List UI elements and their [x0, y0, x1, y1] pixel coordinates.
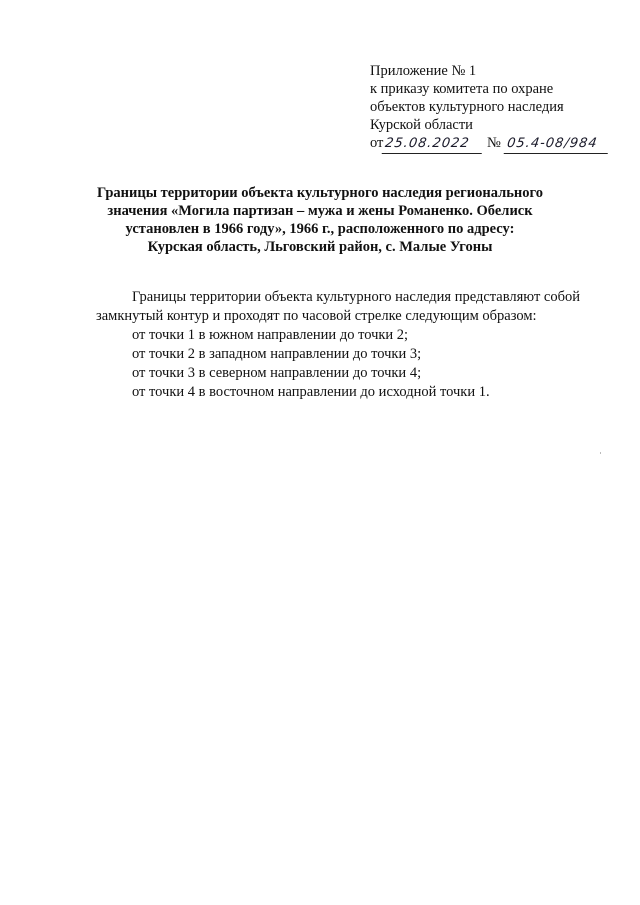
- handwritten-date: 25.08.2022: [382, 135, 485, 154]
- title-line-2: значения «Могила партизан – мужа и жены Романенко. Обелиск: [107, 203, 533, 219]
- boundary-item: от точки 4 в восточном направлении до исходной точки 1.: [132, 384, 490, 400]
- boundary-item: от точки 3 в северном направлении до точки 4;: [132, 365, 422, 381]
- appendix-number: Приложение № 1: [370, 63, 477, 79]
- title-line-3: установлен в 1966 году», 1966 г., расположенного по адресу:: [125, 221, 515, 237]
- appendix-committee: объектов культурного наследия: [370, 99, 564, 115]
- appendix-block: [370, 62, 620, 154]
- boundary-item: от точки 2 в западном направлении до точки 3;: [132, 346, 422, 362]
- date-prefix: от: [370, 135, 384, 151]
- appendix-order-ref: к приказу комитета по охране: [370, 81, 554, 97]
- appendix-date-number-line: [370, 134, 620, 154]
- appendix-region: Курской области: [370, 117, 473, 133]
- scan-artifact: [600, 452, 601, 454]
- boundary-item: от точки 1 в южном направлении до точки 2;: [132, 327, 409, 343]
- number-sign: №: [487, 135, 501, 151]
- title-line-4: Курская область, Льговский район, с. Малые Угоны: [147, 239, 493, 255]
- title-line-1: Границы территории объекта культурного наследия регионального: [97, 185, 543, 201]
- document-title: [60, 184, 580, 256]
- intro-paragraph: Границы территории объекта культурного наследия представляют собой замкнутый контур и проходят по часовой стрелке следующим образом:: [96, 289, 580, 324]
- document-body: [96, 288, 580, 402]
- handwritten-order-number: 05.4-08/984: [503, 135, 610, 154]
